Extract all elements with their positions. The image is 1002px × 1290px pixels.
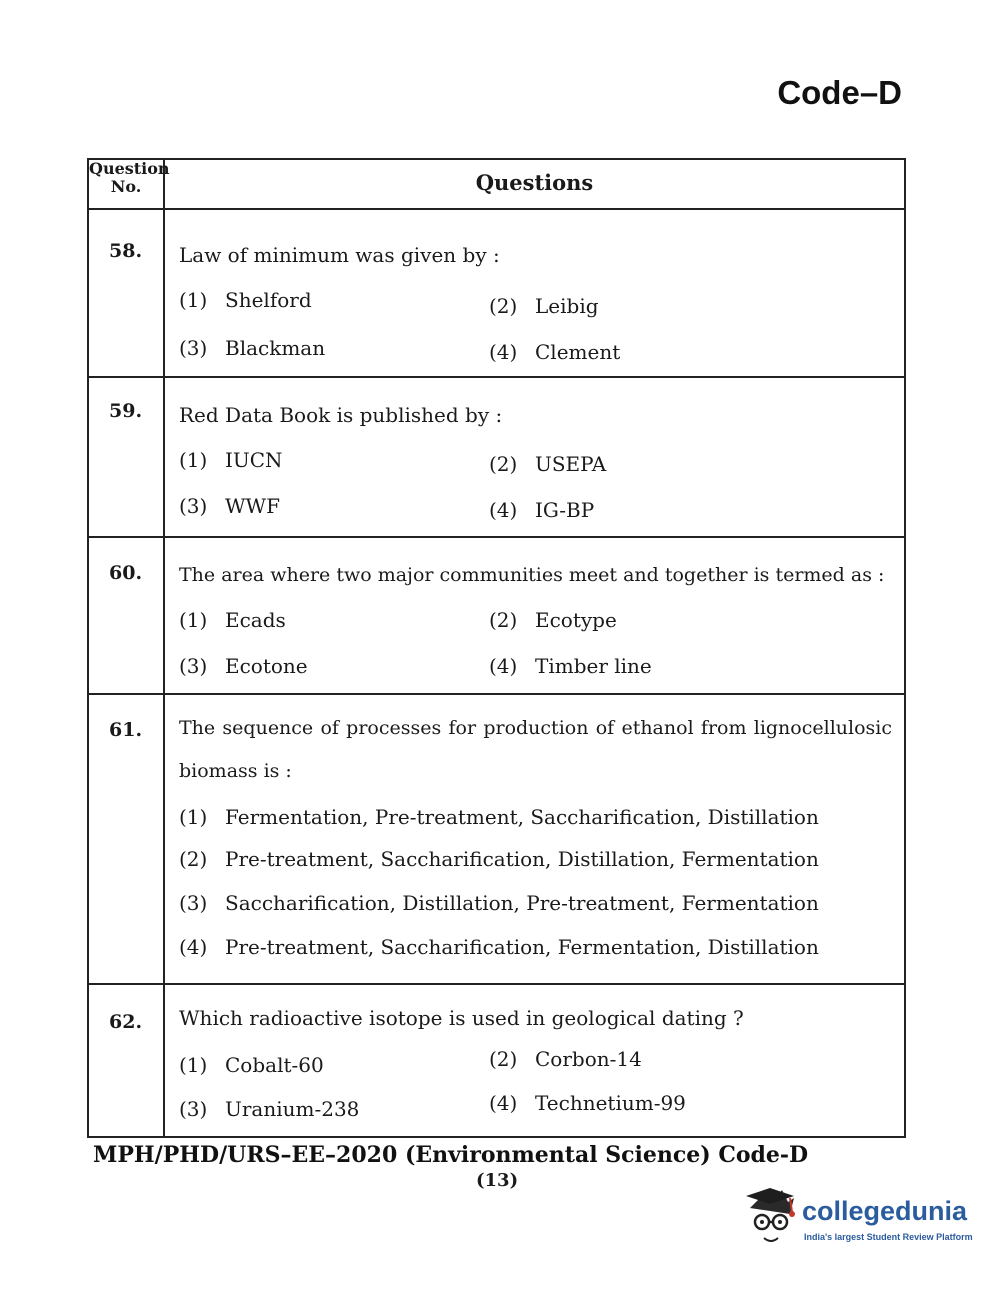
question-text: The area where two major communities meet and together is termed as :: [179, 564, 885, 586]
question-number: 62.: [109, 1011, 143, 1033]
question-text: Red Data Book is published by :: [179, 403, 503, 427]
option-3: (3) Blackman: [179, 336, 326, 360]
paper-code: Code–D: [777, 74, 902, 111]
option-3: (3) Ecotone: [179, 654, 308, 678]
option-4: (4) Timber line: [489, 654, 652, 678]
page-number: (13): [476, 1170, 519, 1191]
question-no-header: Question No.: [89, 159, 170, 196]
option-1: (1) IUCN: [179, 448, 283, 472]
mascot-icon: [744, 1186, 800, 1250]
question-number: 61.: [109, 719, 143, 741]
watermark-name: collegedunia: [802, 1196, 968, 1226]
option-3: (3) WWF: [179, 494, 280, 518]
question-row-61: [89, 693, 904, 985]
option-3: (3) Saccharification, Distillation, Pre-treatment, Fermentation: [179, 891, 819, 915]
question-table: [87, 158, 906, 1138]
option-1: (1) Fermentation, Pre-treatment, Saccharification, Distillation: [179, 805, 819, 829]
questions-header: Questions: [475, 170, 594, 195]
watermark-tagline: India's largest Student Review Platform: [804, 1232, 973, 1242]
option-4: (4) Technetium-99: [489, 1091, 686, 1115]
question-text: The sequence of processes for production of ethanol from lignocellulosic biomass is :: [179, 717, 892, 782]
question-row-60: [89, 536, 904, 695]
option-2: (2) Ecotype: [489, 608, 617, 632]
exam-footer: MPH/PHD/URS–EE–2020 (Environmental Science) Code-D: [93, 1142, 809, 1168]
option-4: (4) IG-BP: [489, 498, 595, 522]
collegedunia-watermark: [744, 1186, 974, 1256]
question-text: Law of minimum was given by :: [179, 243, 500, 267]
question-row-58: [89, 208, 904, 378]
option-2: (2) Corbon-14: [489, 1047, 642, 1071]
option-2: (2) Pre-treatment, Saccharification, Distillation, Fermentation: [179, 847, 819, 871]
question-number: 60.: [109, 562, 143, 584]
option-4: (4) Clement: [489, 340, 621, 364]
question-row-59: [89, 376, 904, 538]
option-2: (2) Leibig: [489, 294, 599, 318]
option-3: (3) Uranium-238: [179, 1097, 360, 1121]
question-text: Which radioactive isotope is used in geological dating ?: [179, 1006, 744, 1030]
option-1: (1) Cobalt-60: [179, 1053, 324, 1077]
option-4: (4) Pre-treatment, Saccharification, Fermentation, Distillation: [179, 935, 819, 959]
option-1: (1) Ecads: [179, 608, 286, 632]
option-1: (1) Shelford: [179, 288, 312, 312]
question-number: 59.: [109, 400, 143, 422]
option-2: (2) USEPA: [489, 452, 607, 476]
question-number: 58.: [109, 240, 143, 262]
table-header: [89, 160, 904, 210]
question-row-62: [89, 983, 904, 1138]
